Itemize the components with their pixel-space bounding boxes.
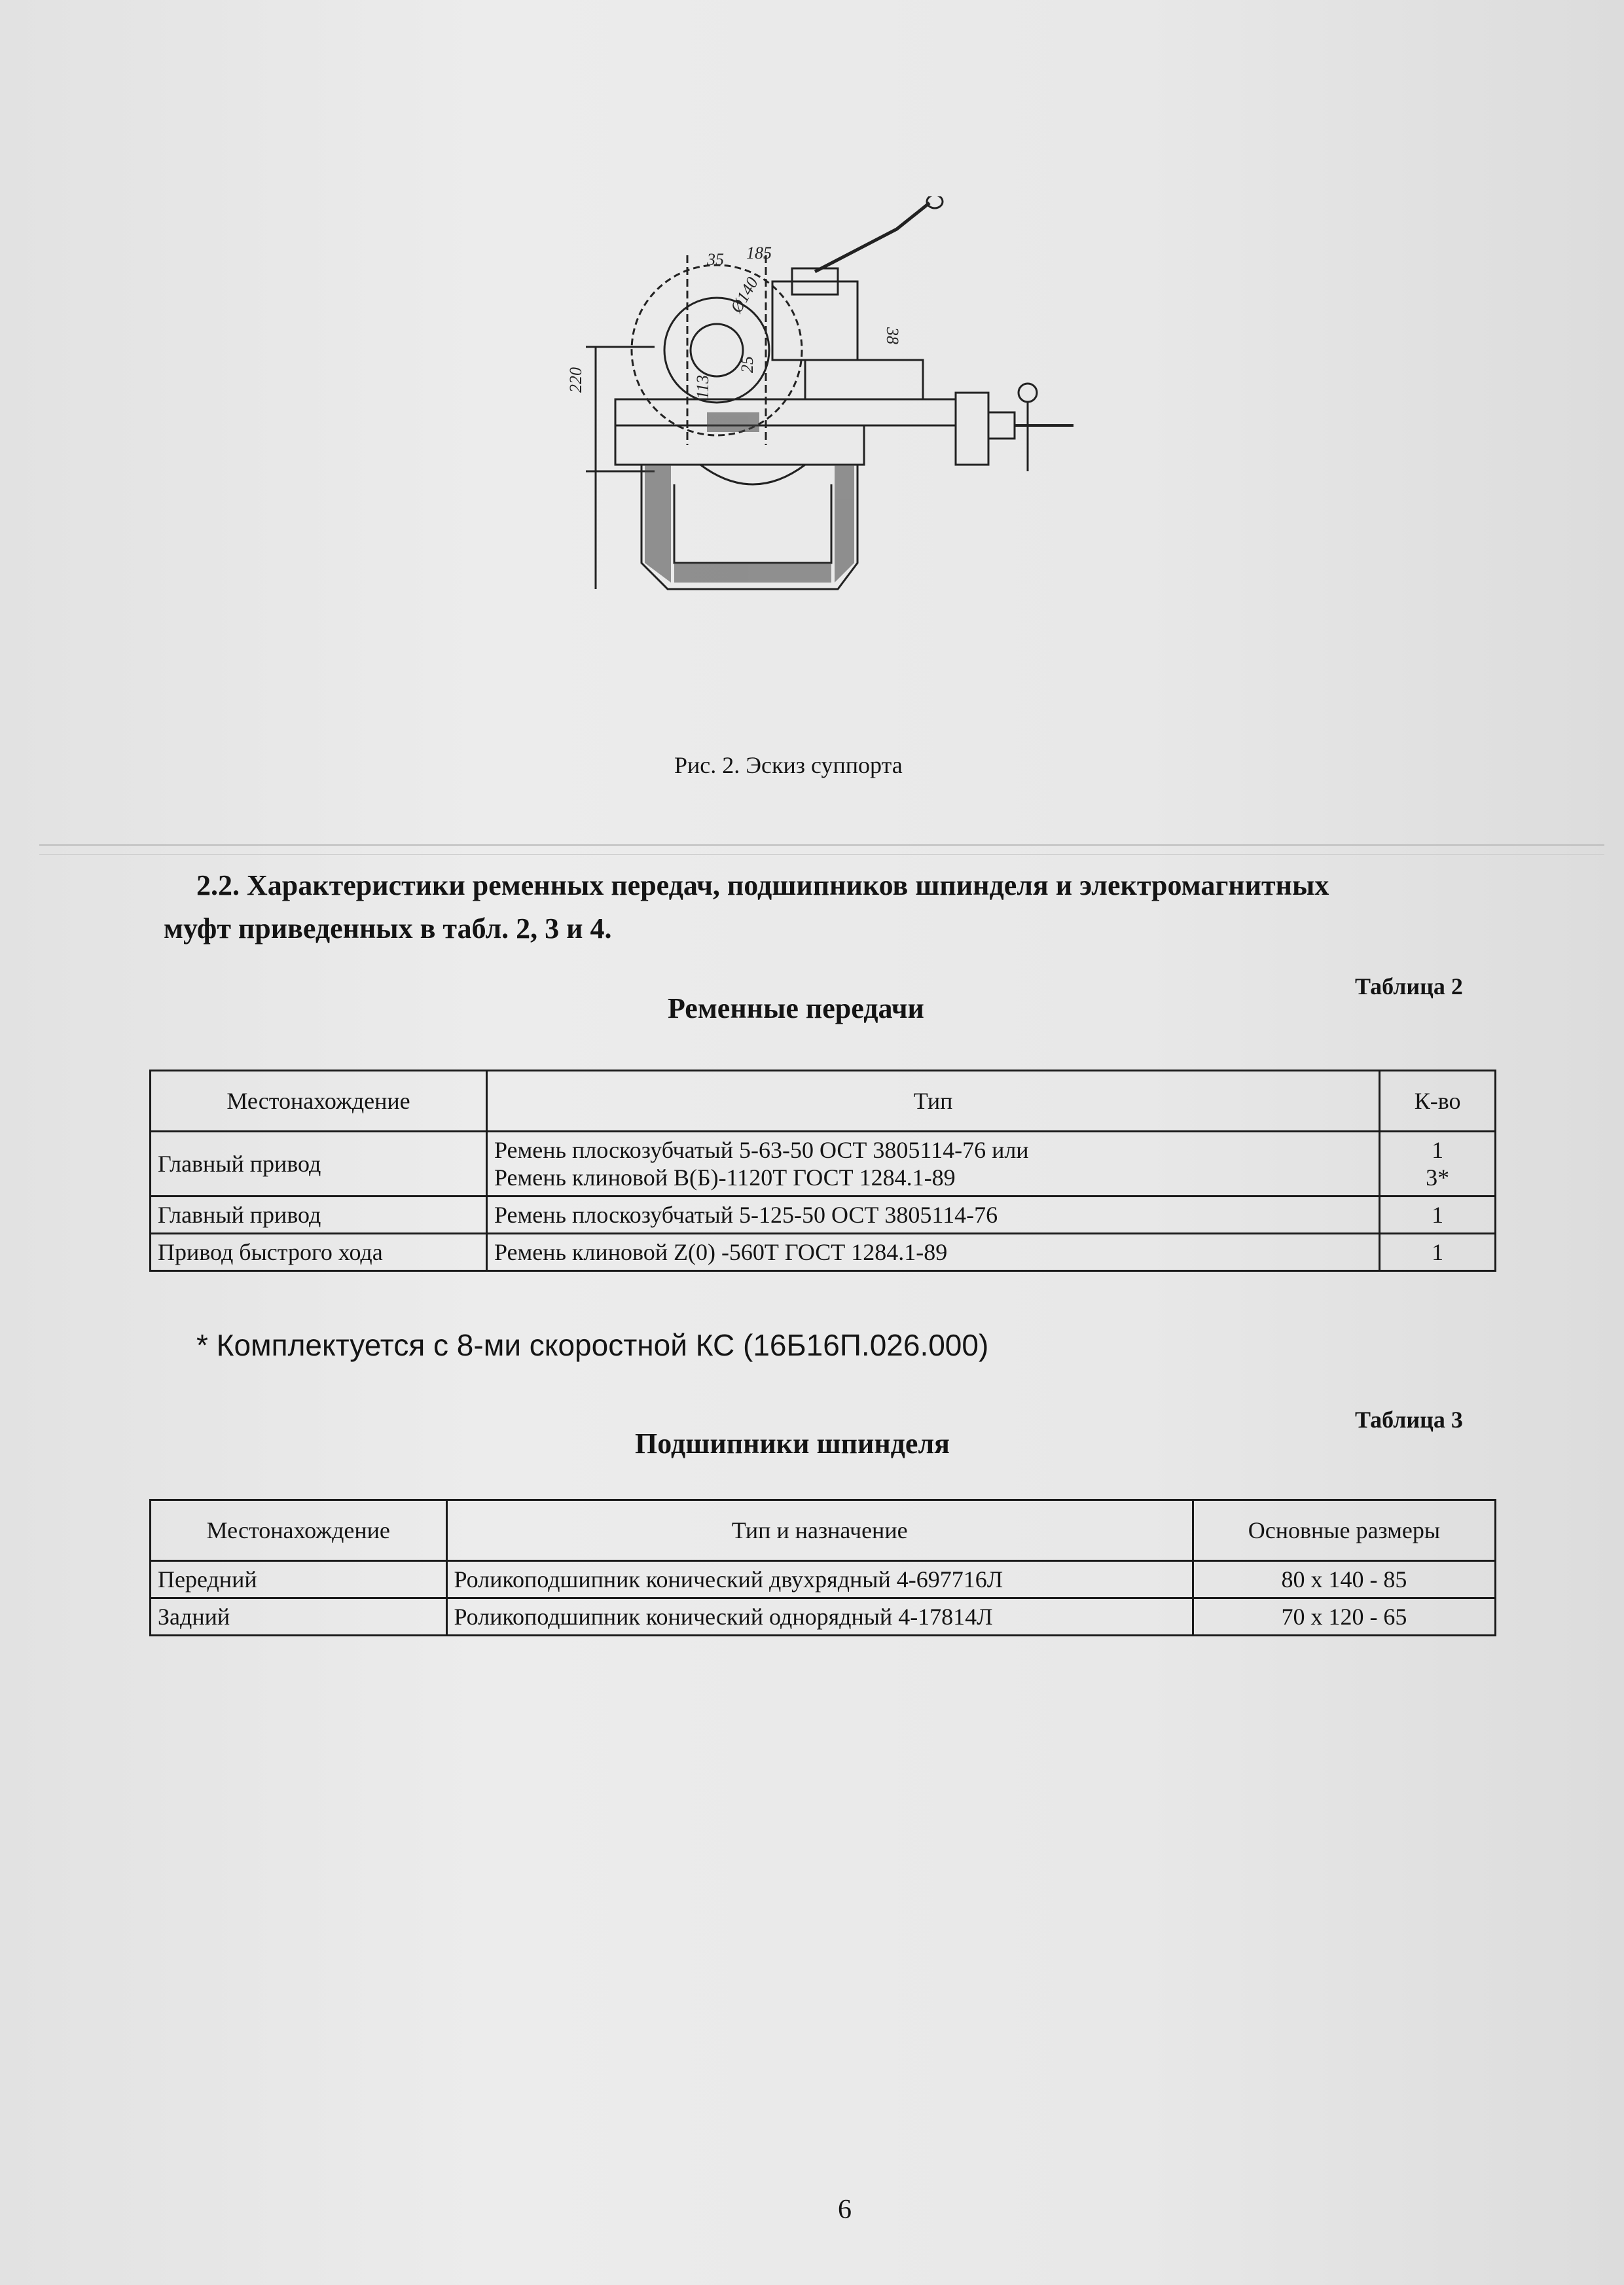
dim-185: 185 [746,243,772,262]
section-paragraph [164,864,1499,950]
table2-title: Ременные передачи [668,992,924,1024]
header-type: Тип [487,1071,1380,1132]
cell-dimensions: 70 х 120 - 65 [1193,1598,1495,1636]
dim-140: Ø140 [727,274,763,316]
cell-location: Задний [151,1598,447,1636]
spindle-bearings-table [149,1499,1496,1636]
figure-caption: Рис. 2. Эскиз суппорта [674,752,903,778]
paragraph-line-2: муфт приведенных в табл. 2, 3 и 4. [164,912,612,945]
cell-quantity: 1 [1380,1196,1496,1234]
cell-dimensions: 80 х 140 - 85 [1193,1561,1495,1598]
dim-25: 25 [738,356,757,373]
header-quantity: К-во [1380,1071,1496,1132]
table-row [151,1234,1496,1271]
header-dimensions: Основные размеры [1193,1500,1495,1561]
cell-quantity: 1 [1380,1234,1496,1271]
cell-type [487,1132,1380,1196]
header-location: Местонахождение [151,1071,487,1132]
scan-divider-secondary [39,854,1604,855]
cell-type-line: Ремень плоскозубчатый 5-63-50 ОСТ 3805114-76 или [494,1137,1029,1163]
dim-220: 220 [566,367,585,393]
table3-label: Таблица 3 [1355,1407,1463,1433]
table-header-row [151,1500,1496,1561]
dim-35: 35 [707,250,724,269]
footnote: * Комплектуется с 8-ми скоростной КС (16Б16П.026.000) [196,1328,989,1362]
cell-location: Главный привод [151,1132,487,1196]
cell-type: Ремень клиновой Z(0) -560Т ГОСТ 1284.1-89 [487,1234,1380,1271]
cell-quantity [1380,1132,1496,1196]
table-row [151,1132,1496,1196]
cell-location: Привод быстрого хода [151,1234,487,1271]
paragraph-line-1: 2.2. Характеристики ременных передач, подшипников шпинделя и электромагнитных [196,869,1329,901]
table-header-row [151,1071,1496,1132]
cell-type-line: Ремень клиновой В(Б)-1120Т ГОСТ 1284.1-89 [494,1164,956,1191]
header-location: Местонахождение [151,1500,447,1561]
dim-38: 38 [883,327,902,344]
cell-location: Передний [151,1561,447,1598]
table-row [151,1561,1496,1598]
dim-113: 113 [693,374,712,399]
cell-type: Роликоподшипник конический двухрядный 4-697716Л [446,1561,1193,1598]
table-row [151,1598,1496,1636]
table3-title: Подшипники шпинделя [635,1428,950,1460]
cell-location: Главный привод [151,1196,487,1234]
support-sketch-drawing [556,196,1093,602]
page-number: 6 [838,2195,852,2225]
cell-qty-line: 3* [1426,1164,1450,1191]
cell-type: Роликоподшипник конический однорядный 4-17814Л [446,1598,1193,1636]
scan-divider [39,844,1604,846]
cell-type: Ремень плоскозубчатый 5-125-50 ОСТ 3805114-76 [487,1196,1380,1234]
table-row [151,1196,1496,1234]
cell-qty-line: 1 [1432,1137,1444,1163]
table2-label: Таблица 2 [1355,973,1463,999]
belt-drives-table [149,1070,1496,1272]
header-type: Тип и назначение [446,1500,1193,1561]
